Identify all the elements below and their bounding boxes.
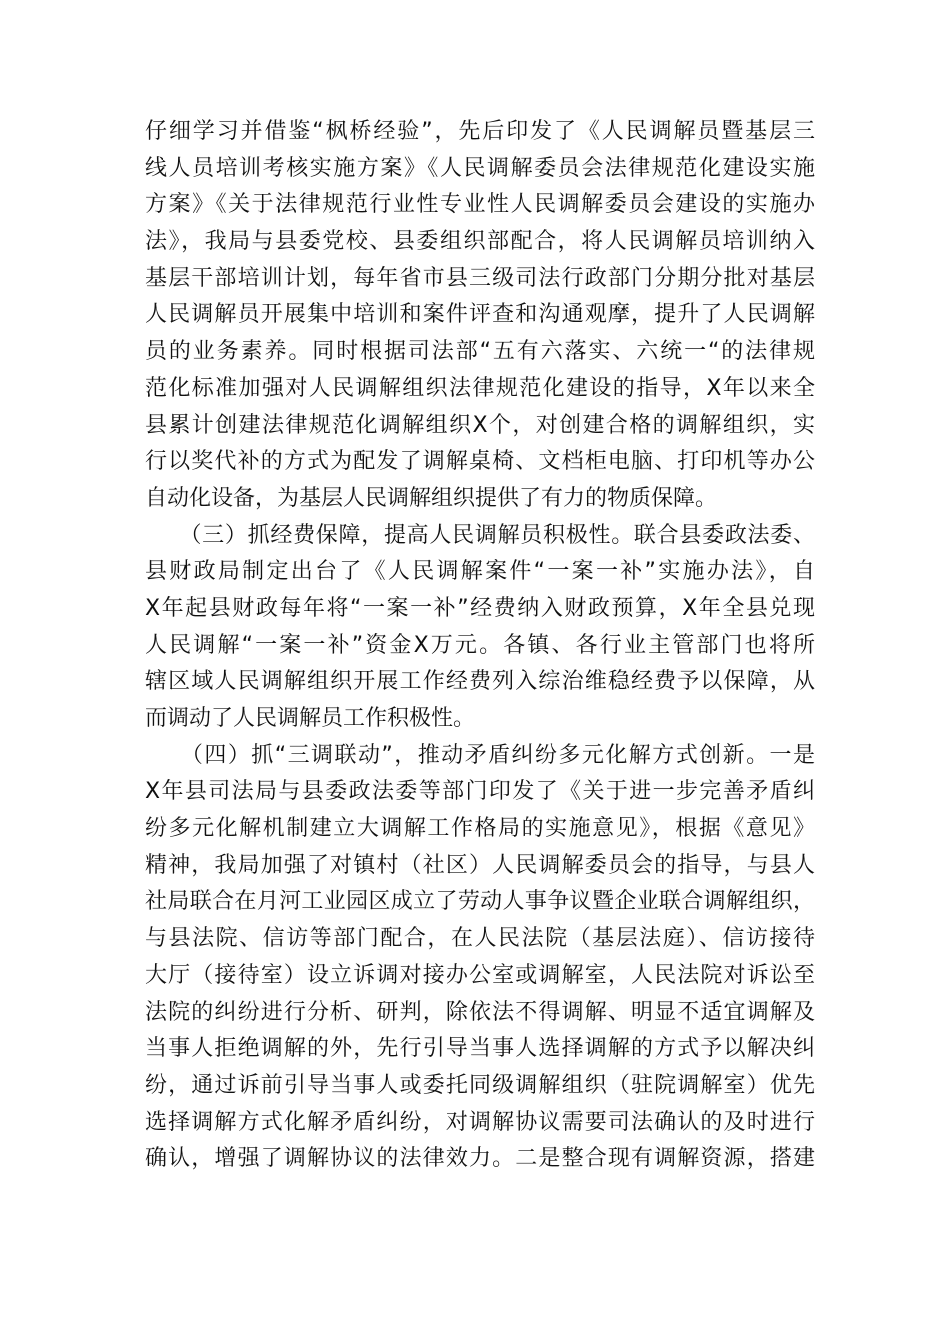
text-line: X年起县财政每年将“一案一补”经费纳入财政预算，X年全县兑现 [145, 595, 815, 621]
text-line: 法》，我局与县委党校、县委组织部配合，将人民调解员培训纳入 [145, 229, 815, 255]
text-line: 辖区域人民调解组织开展工作经费列入综治维稳经费予以保障，从 [145, 669, 815, 695]
text-line: X年县司法局与县委政法委等部门印发了《关于进一步完善矛盾纠 [145, 779, 815, 805]
text-line: 大厅（接待室）设立诉调对接办公室或调解室，人民法院对诉讼至 [145, 962, 815, 988]
text-line: 县累计创建法律规范化调解组织X个，对创建合格的调解组织，实 [145, 412, 815, 438]
text-line: 与县法院、信访等部门配合，在人民法院（基层法庭）、信访接待 [145, 926, 815, 952]
text-line: 行以奖代补的方式为配发了调解桌椅、文档柜电脑、打印机等办公 [145, 449, 815, 475]
text-line: 员的业务素养。同时根据司法部“五有六落实、六统一“的法律规 [145, 339, 815, 365]
text-line: 县财政局制定出台了《人民调解案件“一案一补”实施办法》，自 [145, 559, 815, 585]
paragraph-end-line: 自动化设备，为基层人民调解组织提供了有力的物质保障。 [145, 485, 718, 511]
text-line: （三）抓经费保障，提高人民调解员积极性。联合县委政法委、 [145, 522, 815, 548]
text-line: 仔细学习并借鉴“枫桥经验”，先后印发了《人民调解员暨基层三 [145, 119, 815, 144]
body-text [145, 114, 815, 1178]
text-line: （四）抓“三调联动”，推动矛盾纠纷多元化解方式创新。一是 [145, 742, 815, 768]
text-line: 人民调解员开展集中培训和案件评查和沟通观摩，提升了人民调解 [145, 302, 815, 328]
text-line: 基层干部培训计划，每年省市县三级司法行政部门分期分批对基层 [145, 265, 815, 291]
text-line: 精神，我局加强了对镇村（社区）人民调解委员会的指导，与县人 [145, 852, 815, 878]
text-line: 当事人拒绝调解的外，先行引导当事人选择调解的方式予以解决纠 [145, 1036, 815, 1062]
text-line: 纷，通过诉前引导当事人或委托同级调解组织（驻院调解室）优先 [145, 1072, 815, 1098]
text-line: 线人员培训考核实施方案》《人民调解委员会法律规范化建设实施 [145, 155, 815, 181]
text-line: 纷多元化解机制建立大调解工作格局的实施意见》，根据《意见》 [145, 816, 815, 842]
text-line: 方案》《关于法律规范行业性专业性人民调解委员会建设的实施办 [145, 192, 815, 218]
paragraph-end-line: 而调动了人民调解员工作积极性。 [145, 706, 476, 731]
text-line: 社局联合在月河工业园区成立了劳动人事争议暨企业联合调解组织， [145, 889, 815, 915]
text-line: 范化标准加强对人民调解组织法律规范化建设的指导，X年以来全 [145, 375, 815, 401]
text-line: 确认，增强了调解协议的法律效力。二是整合现有调解资源，搭建 [145, 1146, 815, 1172]
text-line: 人民调解“一案一补”资金X万元。各镇、各行业主管部门也将所 [145, 632, 815, 658]
text-line: 法院的纠纷进行分析、研判，除依法不得调解、明显不适宜调解及 [145, 999, 815, 1025]
text-line: 选择调解方式化解矛盾纠纷，对调解协议需要司法确认的及时进行 [145, 1109, 815, 1135]
